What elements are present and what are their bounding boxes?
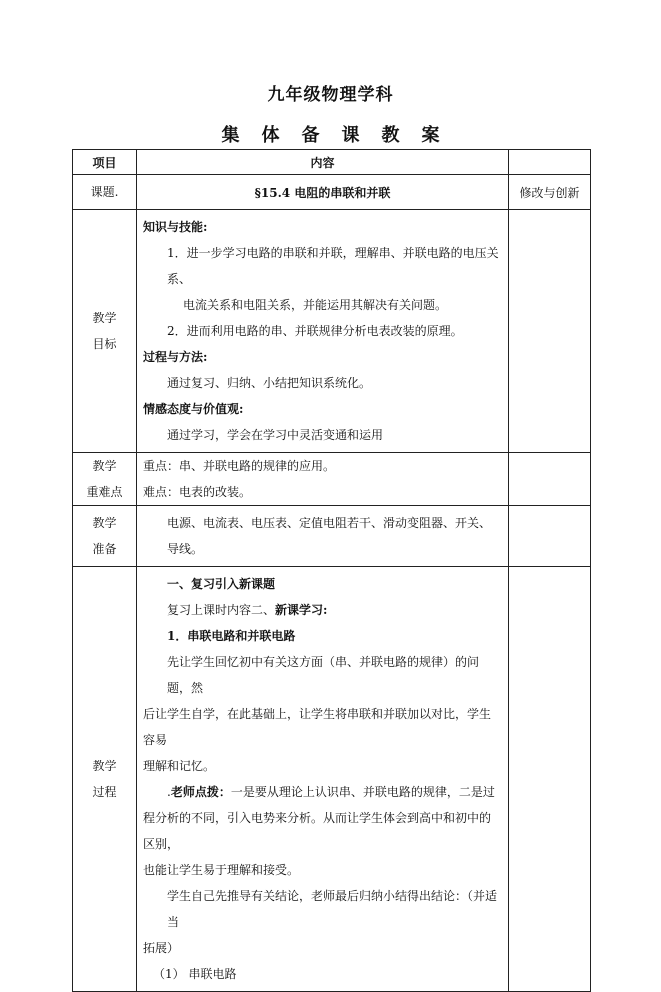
section-review: 一、复习引入新课题 bbox=[167, 577, 276, 591]
para-4: （1） 串联电路 bbox=[153, 967, 237, 981]
knowledge-item-1b: 电流关系和电阻关系，并能运用其解决有关问题。 bbox=[183, 298, 448, 312]
table-header-row bbox=[73, 150, 591, 175]
goals-label: 教学 目标 bbox=[73, 210, 137, 453]
difficulty-point: 难点：电表的改装。 bbox=[143, 485, 252, 499]
prep-content bbox=[137, 506, 509, 567]
prep-text: 电源、电流表、电压表、定值电阻若干、滑动变阻器、开关、导线。 bbox=[167, 516, 492, 556]
knowledge-item-2: 2．进而利用电路的串、并联规律分析电表改装的原理。 bbox=[167, 324, 463, 338]
para-3a: 学生自己先推导有关结论，老师最后归纳小结得出结论：（并适当 bbox=[167, 889, 498, 929]
topic-row bbox=[73, 175, 591, 210]
lesson-topic: §15.4 电阻的串联和并联 bbox=[137, 175, 509, 210]
para-2c: 也能让学生易于理解和接受。 bbox=[143, 863, 300, 877]
goals-content bbox=[137, 210, 509, 453]
para-2a: .老师点拨：一是要从理论上认识串、并联电路的规律，二是过 bbox=[167, 785, 495, 799]
header-item: 项目 bbox=[73, 150, 137, 175]
topic-label: 课题. bbox=[73, 175, 137, 210]
key-content bbox=[137, 453, 509, 506]
header-empty bbox=[509, 150, 591, 175]
para-1c: 理解和记忆。 bbox=[143, 759, 216, 773]
process-label: 教学 过程 bbox=[73, 567, 137, 992]
key-label: 教学 重难点 bbox=[73, 453, 137, 506]
prep-edit-cell bbox=[509, 506, 591, 567]
key-row bbox=[73, 453, 591, 506]
goals-edit-cell bbox=[509, 210, 591, 453]
edit-column-label: 修改与创新 bbox=[509, 175, 591, 210]
para-1b: 后让学生自学，在此基础上，让学生将串联和并联加以对比，学生容易 bbox=[143, 707, 492, 747]
prep-row bbox=[73, 506, 591, 567]
process-row bbox=[73, 567, 591, 992]
header-content: 内容 bbox=[137, 150, 509, 175]
key-edit-cell bbox=[509, 453, 591, 506]
section-new-lesson: 复习上课时内容二、新课学习: bbox=[167, 603, 328, 617]
attitude-text: 通过学习，学会在学习中灵活变通和运用 bbox=[167, 428, 384, 442]
lesson-plan-table bbox=[72, 149, 591, 992]
process-content bbox=[137, 567, 509, 992]
knowledge-item-1a: 1．进一步学习电路的串联和并联，理解串、并联电路的电压关系、 bbox=[167, 246, 499, 286]
process-edit-cell bbox=[509, 567, 591, 992]
goals-row bbox=[73, 210, 591, 453]
knowledge-heading: 知识与技能: bbox=[143, 220, 208, 234]
key-point: 重点：串、并联电路的规律的应用。 bbox=[143, 459, 336, 473]
page-title: 九年级物理学科 bbox=[267, 85, 394, 105]
attitude-heading: 情感态度与价值观: bbox=[143, 402, 244, 416]
process-text: 通过复习、归纳、小结把知识系统化。 bbox=[167, 376, 372, 390]
para-1a: 先让学生回忆初中有关这方面（串、并联电路的规律）的问题，然 bbox=[167, 655, 480, 695]
section-series-parallel: 1．串联电路和并联电路 bbox=[167, 629, 296, 643]
prep-label: 教学 准备 bbox=[73, 506, 137, 567]
page-subtitle: 集体备课教案 bbox=[221, 125, 462, 146]
process-heading: 过程与方法: bbox=[143, 350, 208, 364]
para-2b: 程分析的不同，引入电势来分析。从而让学生体会到高中和初中的区别， bbox=[143, 811, 492, 851]
para-3b: 拓展） bbox=[143, 941, 180, 955]
